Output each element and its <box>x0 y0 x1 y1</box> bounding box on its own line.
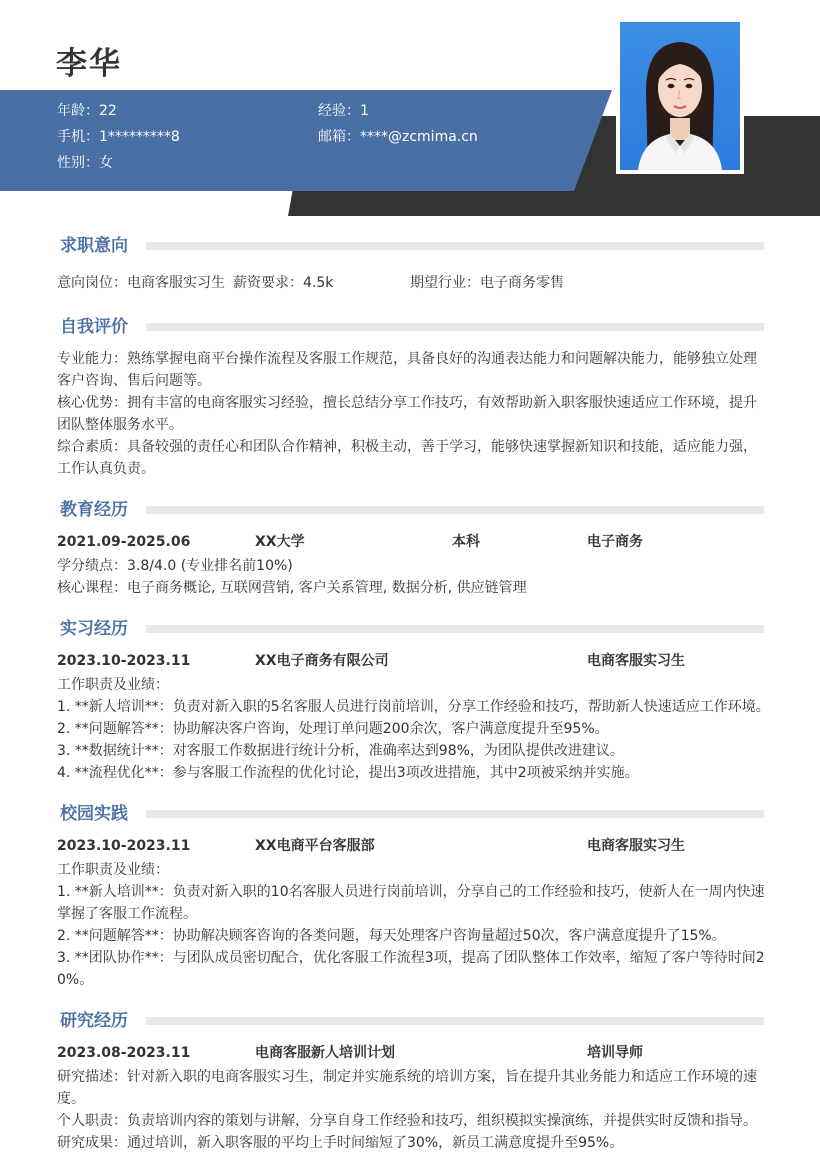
campus-item: 2. **问题解答**：协助解决顾客咨询的各类问题，每天处理客户咨询量超过50次，客户满意度提升了15%。 <box>57 928 726 944</box>
section-divider <box>146 506 764 514</box>
section-divider <box>146 1017 764 1025</box>
phone-field: 手机：1*********8 <box>57 129 180 145</box>
resume-header <box>0 0 820 216</box>
internship-item: 1. **新人培训**：负责对新入职的5名客服人员进行岗前培训，分享工作经验和技巧，帮助新人快速适应工作环境。 <box>57 699 770 715</box>
section-title-education: 教育经历 <box>60 500 128 520</box>
education-courses: 核心课程：电子商务概论, 互联网营销, 客户关系管理, 数据分析, 供应链管理 <box>57 580 527 596</box>
research-item: 个人职责：负责培训内容的策划与讲解，分享自身工作经验和技巧，组织模拟实操演练，并提供实时反馈和指导。 <box>57 1113 757 1129</box>
campus-item: 1. **新人培训**：负责对新入职的10名客服人员进行岗前培训，分享自己的工作经验和技巧，使新人在一周内快速掌握了客服工作流程。 <box>57 884 765 922</box>
research-role: 培训导师 <box>587 1045 643 1061</box>
profile-photo <box>616 18 744 174</box>
campus-role: 电商客服实习生 <box>587 838 685 854</box>
section-title-self-eval: 自我评价 <box>60 317 128 337</box>
section-title-job-intent: 求职意向 <box>60 236 128 256</box>
section-divider <box>146 810 764 818</box>
education-major: 电子商务 <box>587 534 643 550</box>
section-divider <box>146 625 764 633</box>
job-position: 意向岗位：电商客服实习生 <box>57 275 225 291</box>
job-industry: 期望行业：电子商务零售 <box>410 275 564 291</box>
section-title-internship: 实习经历 <box>60 619 128 639</box>
research-period: 2023.08-2023.11 <box>57 1045 191 1061</box>
education-degree: 本科 <box>452 534 480 550</box>
internship-item: 4. **流程优化**：参与客服工作流程的优化讨论，提出3项改进措施，其中2项被采纳并实施。 <box>57 765 639 781</box>
section-divider <box>146 323 764 331</box>
self-eval-paragraph: 核心优势：拥有丰富的电商客服实习经验，擅长总结分享工作技巧，有效帮助新入职客服快速适应工作环境，提升团队整体服务水平。 <box>57 395 757 433</box>
internship-item: 3. **数据统计**：对客服工作数据进行统计分析，准确率达到98%，为团队提供改进建议。 <box>57 743 624 759</box>
education-school: XX大学 <box>255 534 305 550</box>
age-field: 年龄：22 <box>57 103 117 119</box>
experience-field: 经验：1 <box>318 103 369 119</box>
internship-item: 2. **问题解答**：协助解决客户咨询，处理订单问题200余次，客户满意度提升至95%。 <box>57 721 609 737</box>
campus-intro: 工作职责及业绩： <box>57 862 169 878</box>
portrait-illustration <box>620 22 740 170</box>
internship-company: XX电子商务有限公司 <box>255 653 389 669</box>
self-eval-paragraph: 综合素质：具备较强的责任心和团队合作精神，积极主动，善于学习，能够快速掌握新知识和技能，适应能力强，工作认真负责。 <box>57 439 757 477</box>
section-title-research: 研究经历 <box>60 1011 128 1031</box>
gender-field: 性别：女 <box>57 155 113 171</box>
research-project: 电商客服新人培训计划 <box>255 1045 395 1061</box>
research-item: 研究成果：通过培训，新入职客服的平均上手时间缩短了30%，新员工满意度提升至95%。 <box>57 1135 624 1151</box>
internship-role: 电商客服实习生 <box>587 653 685 669</box>
research-item: 研究描述：针对新入职的电商客服实习生，制定并实施系统的培训方案，旨在提升其业务能力和适应工作环境的速度。 <box>57 1069 757 1107</box>
self-eval-paragraph: 专业能力：熟练掌握电商平台操作流程及客服工作规范，具备良好的沟通表达能力和问题解决能力，能够独立处理客户咨询、售后问题等。 <box>57 351 757 389</box>
education-period: 2021.09-2025.06 <box>57 534 191 550</box>
section-divider <box>146 242 764 250</box>
education-gpa: 学分绩点：3.8/4.0 (专业排名前10%) <box>57 558 293 574</box>
email-field: 邮箱：****@zcmima.cn <box>318 129 478 145</box>
internship-intro: 工作职责及业绩： <box>57 677 169 693</box>
campus-period: 2023.10-2023.11 <box>57 838 191 854</box>
section-title-campus: 校园实践 <box>60 804 128 824</box>
internship-period: 2023.10-2023.11 <box>57 653 191 669</box>
campus-org: XX电商平台客服部 <box>255 838 375 854</box>
job-salary: 薪资要求：4.5k <box>233 275 334 291</box>
candidate-name: 李华 <box>56 46 122 82</box>
campus-item: 3. **团队协作**：与团队成员密切配合，优化客服工作流程3项，提高了团队整体工作效率，缩短了客户等待时间20%。 <box>57 950 765 988</box>
